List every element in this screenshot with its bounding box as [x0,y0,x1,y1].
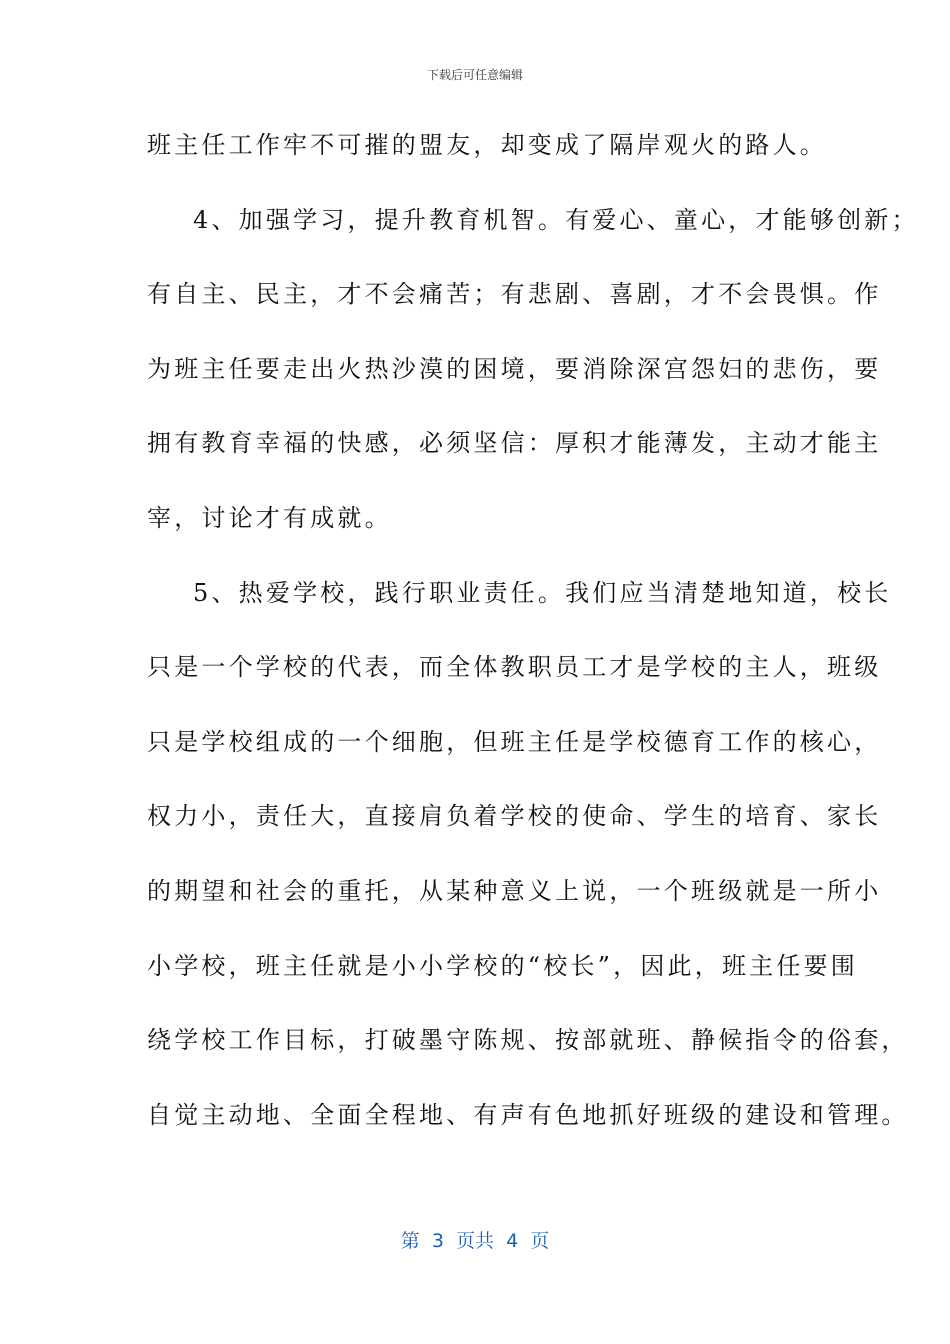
text-line-4: 为班主任要走出火热沙漠的困境，要消除深宫怨妇的悲伤，要 [147,354,882,383]
text-line-6: 宰，讨论才有成就。 [147,503,392,532]
text-line-12: 小学校，班主任就是小小学校的“校长”，因此，班主任要围 [147,951,858,980]
text-line-5: 拥有教育幸福的快感，必须坚信：厚积才能薄发，主动才能主 [147,429,882,458]
header-note: 下载后可任意编辑 [426,68,523,82]
text-line-3: 有自主、民主，才不会痛苦；有悲剧、喜剧，才不会畏惧。作 [147,280,882,309]
page-number: 第 3 页共 4 页 [400,1230,550,1252]
text-line-10: 权力小，责任大，直接肩负着学校的使命、学生的培育、家长 [147,802,882,831]
text-line-1: 班主任工作牢不可摧的盟友，却变成了隔岸观火的路人。 [147,131,827,159]
text-line-8: 只是一个学校的代表，而全体教职员工才是学校的主人，班级 [147,653,882,682]
text-line-7: 5、热爱学校，践行职业责任。我们应当清楚地知道，校长 [193,578,892,607]
text-line-2: 4、加强学习，提升教育机智。有爱心、童心，才能够创新； [193,205,919,234]
text-line-13: 绕学校工作目标，打破墨守陈规、按部就班、静候指令的俗套， [147,1026,909,1055]
document-body [147,122,919,1166]
text-line-9: 只是学校组成的一个细胞，但班主任是学校德育工作的核心， [147,727,882,756]
text-line-14: 自觉主动地、全面全程地、有声有色地抓好班级的建设和管理。 [147,1100,909,1129]
text-line-11: 的期望和社会的重托，从某种意义上说，一个班级就是一所小 [147,876,882,905]
